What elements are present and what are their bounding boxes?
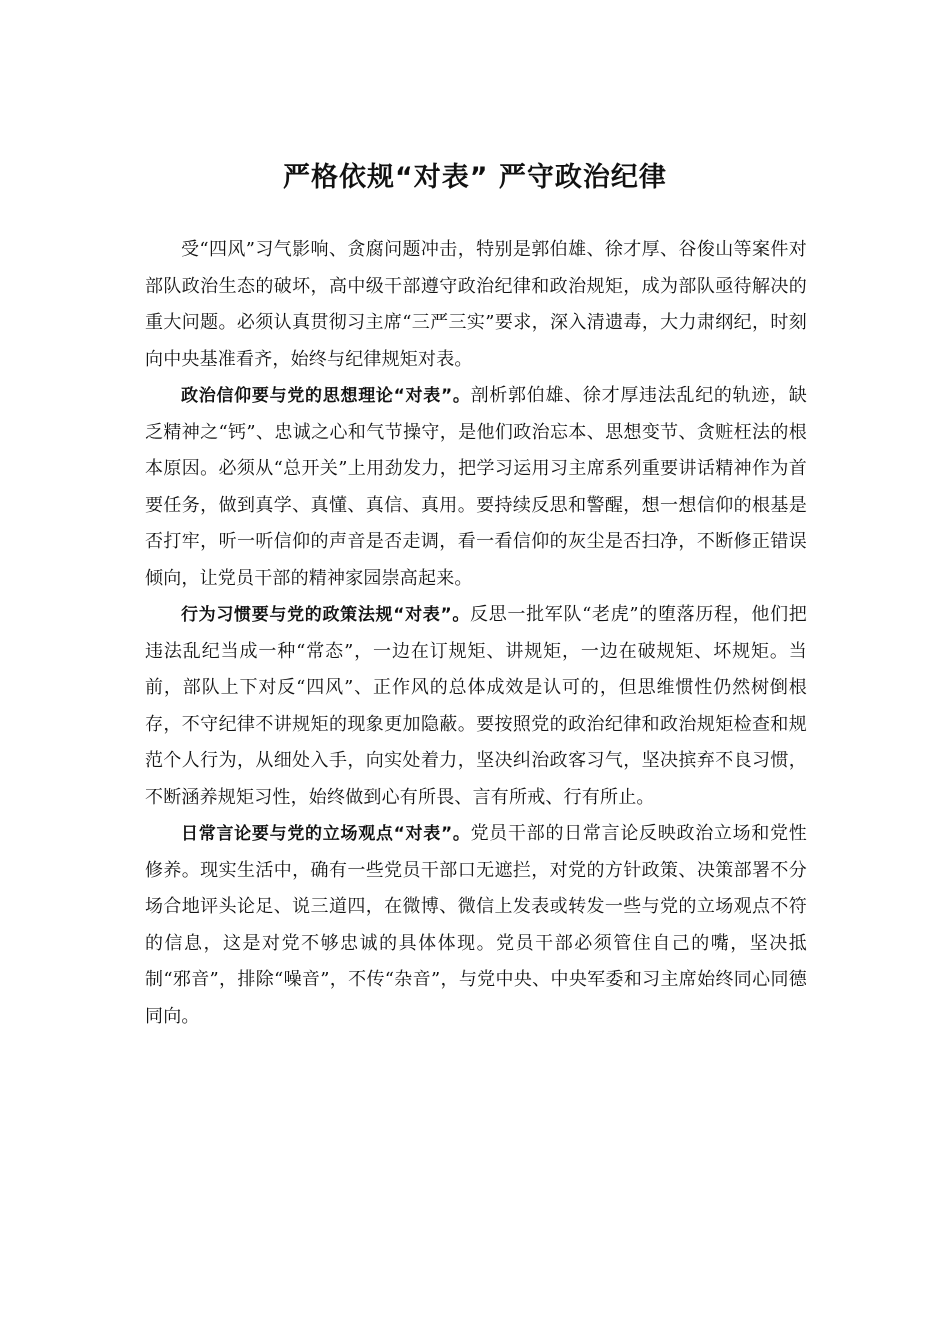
document-title: 严格依规“对表” 严守政治纪律 [283, 162, 667, 193]
section-heading: 行为习惯要与党的政策法规“对表”。 [181, 605, 471, 625]
section-heading: 政治信仰要与党的思想理论“对表”。 [181, 386, 471, 406]
section-text: 反思一批军队“老虎”的堕落历程，他们把违法乱纪当成一种“常态”，一边在订规矩、讲规矩，一边在破规矩、坏规矩。当前，部队上下对反“四风”、正作风的总体成效是认可的，但思维惯性仍然树倒根存，不守纪律不讲规矩的现象更加隐蔽。要按照党的政治纪律和政治规矩检查和规范个人行为，从细处入手，向实处着力，坚决纠治政客习气，坚决摈弃不良习惯，不断涵养规矩习性，始终做到心有所畏、言有所戒、行有所止。 [145, 604, 808, 808]
document-body [145, 232, 807, 1035]
section-text: 党员干部的日常言论反映政治立场和党性修养。现实生活中，确有一些党员干部口无遮拦，对党的方针政策、决策部署不分场合地评头论足、说三道四，在微博、微信上发表或转发一些与党的立场观点不符的信息，这是对党不够忠诚的具体体现。党员干部必须管住自己的嘴，坚决抵制“邪音”，排除“噪音”，不传“杂音”，与党中央、中央军委和习主席始终同心同德同向。 [145, 823, 807, 1027]
section-paragraph [145, 816, 807, 1035]
section-paragraph [145, 597, 807, 816]
section-paragraph [145, 378, 807, 597]
section-text: 剖析郭伯雄、徐才厚违法乱纪的轨迹，缺乏精神之“钙”、忠诚之心和气节操守，是他们政治忘本、思想变节、贪赃枉法的根本原因。必须从“总开关”上用劲发力，把学习运用习主席系列重要讲话精神作为首要任务，做到真学、真懂、真信、真用。要持续反思和警醒，想一想信仰的根基是否打牢，听一听信仰的声音是否走调，看一看信仰的灰尘是否扫净，不断修正错误倾向，让党员干部的精神家园崇高起来。 [145, 385, 807, 589]
intro-paragraph: 受“四风”习气影响、贪腐问题冲击，特别是郭伯雄、徐才厚、谷俊山等案件对部队政治生态的破坏，高中级干部遵守政治纪律和政治规矩，成为部队亟待解决的重大问题。必须认真贯彻习主席“三严三实”要求，深入清遗毒，大力肃纲纪，时刻向中央基准看齐，始终与纪律规矩对表。 [145, 239, 807, 370]
section-heading: 日常言论要与党的立场观点“对表”。 [181, 824, 471, 844]
